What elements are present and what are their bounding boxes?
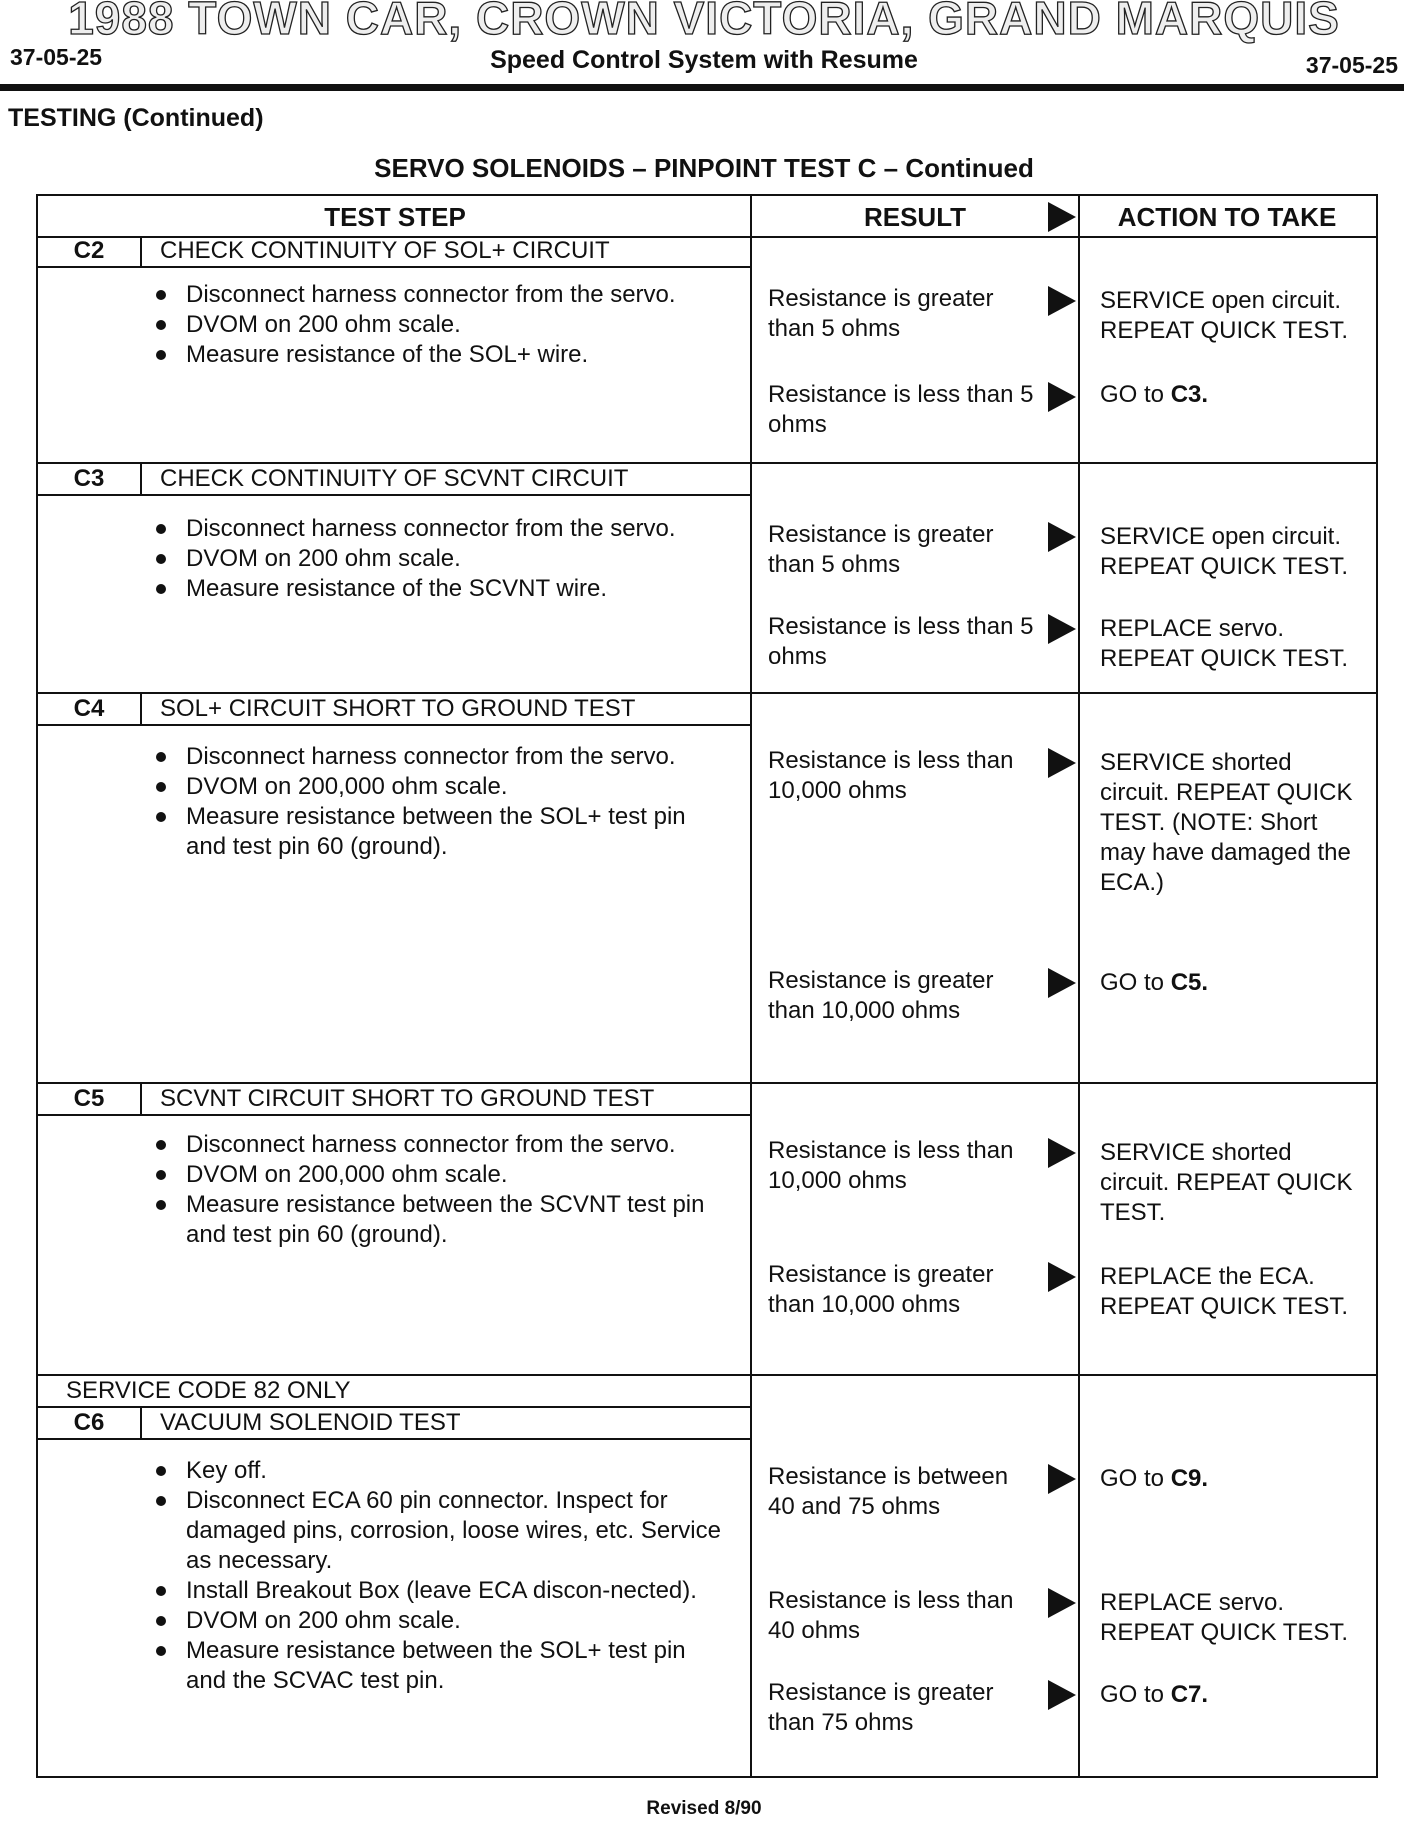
action-text (1100, 1138, 1360, 1228)
action-label: SERVICE open circuit. REPEAT QUICK TEST. (1100, 523, 1349, 580)
action-label: SERVICE open circuit. REPEAT QUICK TEST. (1100, 287, 1349, 344)
action-reference: C9. (1170, 1465, 1209, 1492)
instruction-item: Disconnect ECA 60 pin connector. Inspect for damaged pins, corrosion, loose wires, etc. Service as necessary. (150, 1486, 730, 1576)
action-text (1100, 1680, 1360, 1710)
result-text: Resistance is less than 40 ohms (768, 1587, 1014, 1644)
instruction-item: Disconnect harness connector from the servo. (150, 1130, 730, 1160)
instruction-item: DVOM on 200,000 ohm scale. (150, 1160, 730, 1190)
arrow-icon (1048, 382, 1076, 412)
column-divider-right (1078, 196, 1080, 1776)
instruction-item: DVOM on 200 ohm scale. (150, 544, 730, 574)
action-text (1100, 748, 1360, 898)
step-title: CHECK CONTINUITY OF SOL+ CIRCUIT (160, 237, 610, 264)
action-reference: C7. (1170, 1681, 1209, 1708)
action-label: GO to (1100, 381, 1171, 408)
step-title: SCVNT CIRCUIT SHORT TO GROUND TEST (160, 1085, 655, 1112)
action-reference: C5. (1170, 969, 1209, 996)
revision-footer: Revised 8/90 (646, 1798, 762, 1819)
pinpoint-test-table (36, 194, 1378, 1778)
instruction-item: Disconnect harness connector from the servo. (150, 514, 730, 544)
instruction-item: Measure resistance of the SCVNT wire. (150, 574, 730, 604)
action-label: GO to (1100, 1681, 1171, 1708)
action-text (1100, 286, 1360, 346)
result-text: Resistance is greater than 10,000 ohms (768, 1261, 994, 1318)
step-header-c5 (38, 1084, 752, 1116)
step-instructions (150, 514, 730, 604)
step-id: C2 (38, 236, 142, 266)
action-text (1100, 1464, 1360, 1494)
arrow-icon (1048, 1262, 1076, 1292)
instruction-item: Measure resistance of the SOL+ wire. (150, 340, 730, 370)
step-id: C4 (38, 694, 142, 724)
page-number-left: 37-05-25 (10, 44, 103, 70)
column-divider-left (750, 196, 752, 1776)
action-text (1100, 380, 1360, 410)
arrow-icon (1048, 968, 1076, 998)
action-text (1100, 1588, 1360, 1648)
instruction-item: Measure resistance between the SOL+ test pin and test pin 60 (ground). (150, 802, 730, 862)
action-text (1100, 1262, 1360, 1322)
step-header-c6 (38, 1408, 752, 1440)
instruction-item: DVOM on 200 ohm scale. (150, 310, 730, 340)
table-title: SERVO SOLENOIDS – PINPOINT TEST C – Continued (374, 153, 1034, 183)
step-header-c2 (38, 236, 752, 268)
header-arrow-icon (1048, 202, 1076, 232)
arrow-icon (1048, 614, 1076, 644)
action-label: GO to (1100, 969, 1171, 996)
result-text: Resistance is between 40 and 75 ohms (768, 1463, 1009, 1520)
step-instructions (150, 280, 730, 370)
step-id: C6 (38, 1408, 142, 1438)
result-text: Resistance is greater than 10,000 ohms (768, 967, 994, 1024)
result-text: Resistance is greater than 5 ohms (768, 521, 994, 578)
arrow-icon (1048, 286, 1076, 316)
step-instructions (150, 1130, 730, 1250)
arrow-icon (1048, 1680, 1076, 1710)
action-label: SERVICE shorted circuit. REPEAT QUICK TEST. (NOTE: Short may have damaged the ECA.) (1100, 749, 1353, 896)
page-number-right: 37-05-25 (1305, 52, 1398, 78)
step-instructions (150, 1456, 730, 1696)
action-text (1100, 522, 1360, 582)
instruction-item: Disconnect harness connector from the servo. (150, 742, 730, 772)
result-text: Resistance is less than 10,000 ohms (768, 747, 1014, 804)
instruction-item: Measure resistance between the SOL+ test pin and the SCVAC test pin. (150, 1636, 730, 1696)
action-label: REPLACE servo. REPEAT QUICK TEST. (1100, 1589, 1349, 1646)
column-header-test-step: TEST STEP (38, 196, 752, 238)
action-label: REPLACE servo. REPEAT QUICK TEST. (1100, 615, 1349, 672)
instruction-item: DVOM on 200 ohm scale. (150, 1606, 730, 1636)
instruction-item: Disconnect harness connector from the servo. (150, 280, 730, 310)
step-title: CHECK CONTINUITY OF SCVNT CIRCUIT (160, 465, 629, 492)
step-id: C3 (38, 464, 142, 494)
step-header-c4 (38, 694, 752, 726)
result-text: Resistance is greater than 75 ohms (768, 1679, 994, 1736)
instruction-item: Key off. (150, 1456, 730, 1486)
instruction-item: Install Breakout Box (leave ECA discon-nected). (150, 1576, 730, 1606)
arrow-icon (1048, 1588, 1076, 1618)
column-header-action: ACTION TO TAKE (1078, 196, 1376, 238)
instruction-item: Measure resistance between the SCVNT test pin and test pin 60 (ground). (150, 1190, 730, 1250)
column-header-result (752, 196, 1078, 238)
step-instructions (150, 742, 730, 862)
arrow-icon (1048, 1138, 1076, 1168)
header-rule (0, 84, 1404, 91)
service-code-label: SERVICE CODE 82 ONLY (38, 1376, 752, 1408)
arrow-icon (1048, 1464, 1076, 1494)
step-title: VACUUM SOLENOID TEST (160, 1409, 461, 1436)
result-text: Resistance is greater than 5 ohms (768, 285, 994, 342)
result-text: Resistance is less than 10,000 ohms (768, 1137, 1014, 1194)
action-reference: C3. (1170, 381, 1209, 408)
document-banner: 1988 TOWN CAR, CROWN VICTORIA, GRAND MARQUIS (68, 0, 1340, 44)
step-title: SOL+ CIRCUIT SHORT TO GROUND TEST (160, 695, 636, 722)
action-text (1100, 614, 1360, 674)
step-id: C5 (38, 1084, 142, 1114)
arrow-icon (1048, 748, 1076, 778)
instruction-item: DVOM on 200,000 ohm scale. (150, 772, 730, 802)
section-title: TESTING (Continued) (8, 104, 264, 132)
document-subtitle: Speed Control System with Resume (490, 46, 918, 74)
step-header-c3 (38, 464, 752, 496)
result-text: Resistance is less than 5 ohms (768, 381, 1034, 438)
action-text (1100, 968, 1360, 998)
arrow-icon (1048, 522, 1076, 552)
result-text: Resistance is less than 5 ohms (768, 613, 1034, 670)
action-label: GO to (1100, 1465, 1171, 1492)
action-label: SERVICE shorted circuit. REPEAT QUICK TEST. (1100, 1139, 1353, 1226)
column-header-result-label: RESULT (863, 202, 967, 232)
action-label: REPLACE the ECA. REPEAT QUICK TEST. (1100, 1263, 1349, 1320)
